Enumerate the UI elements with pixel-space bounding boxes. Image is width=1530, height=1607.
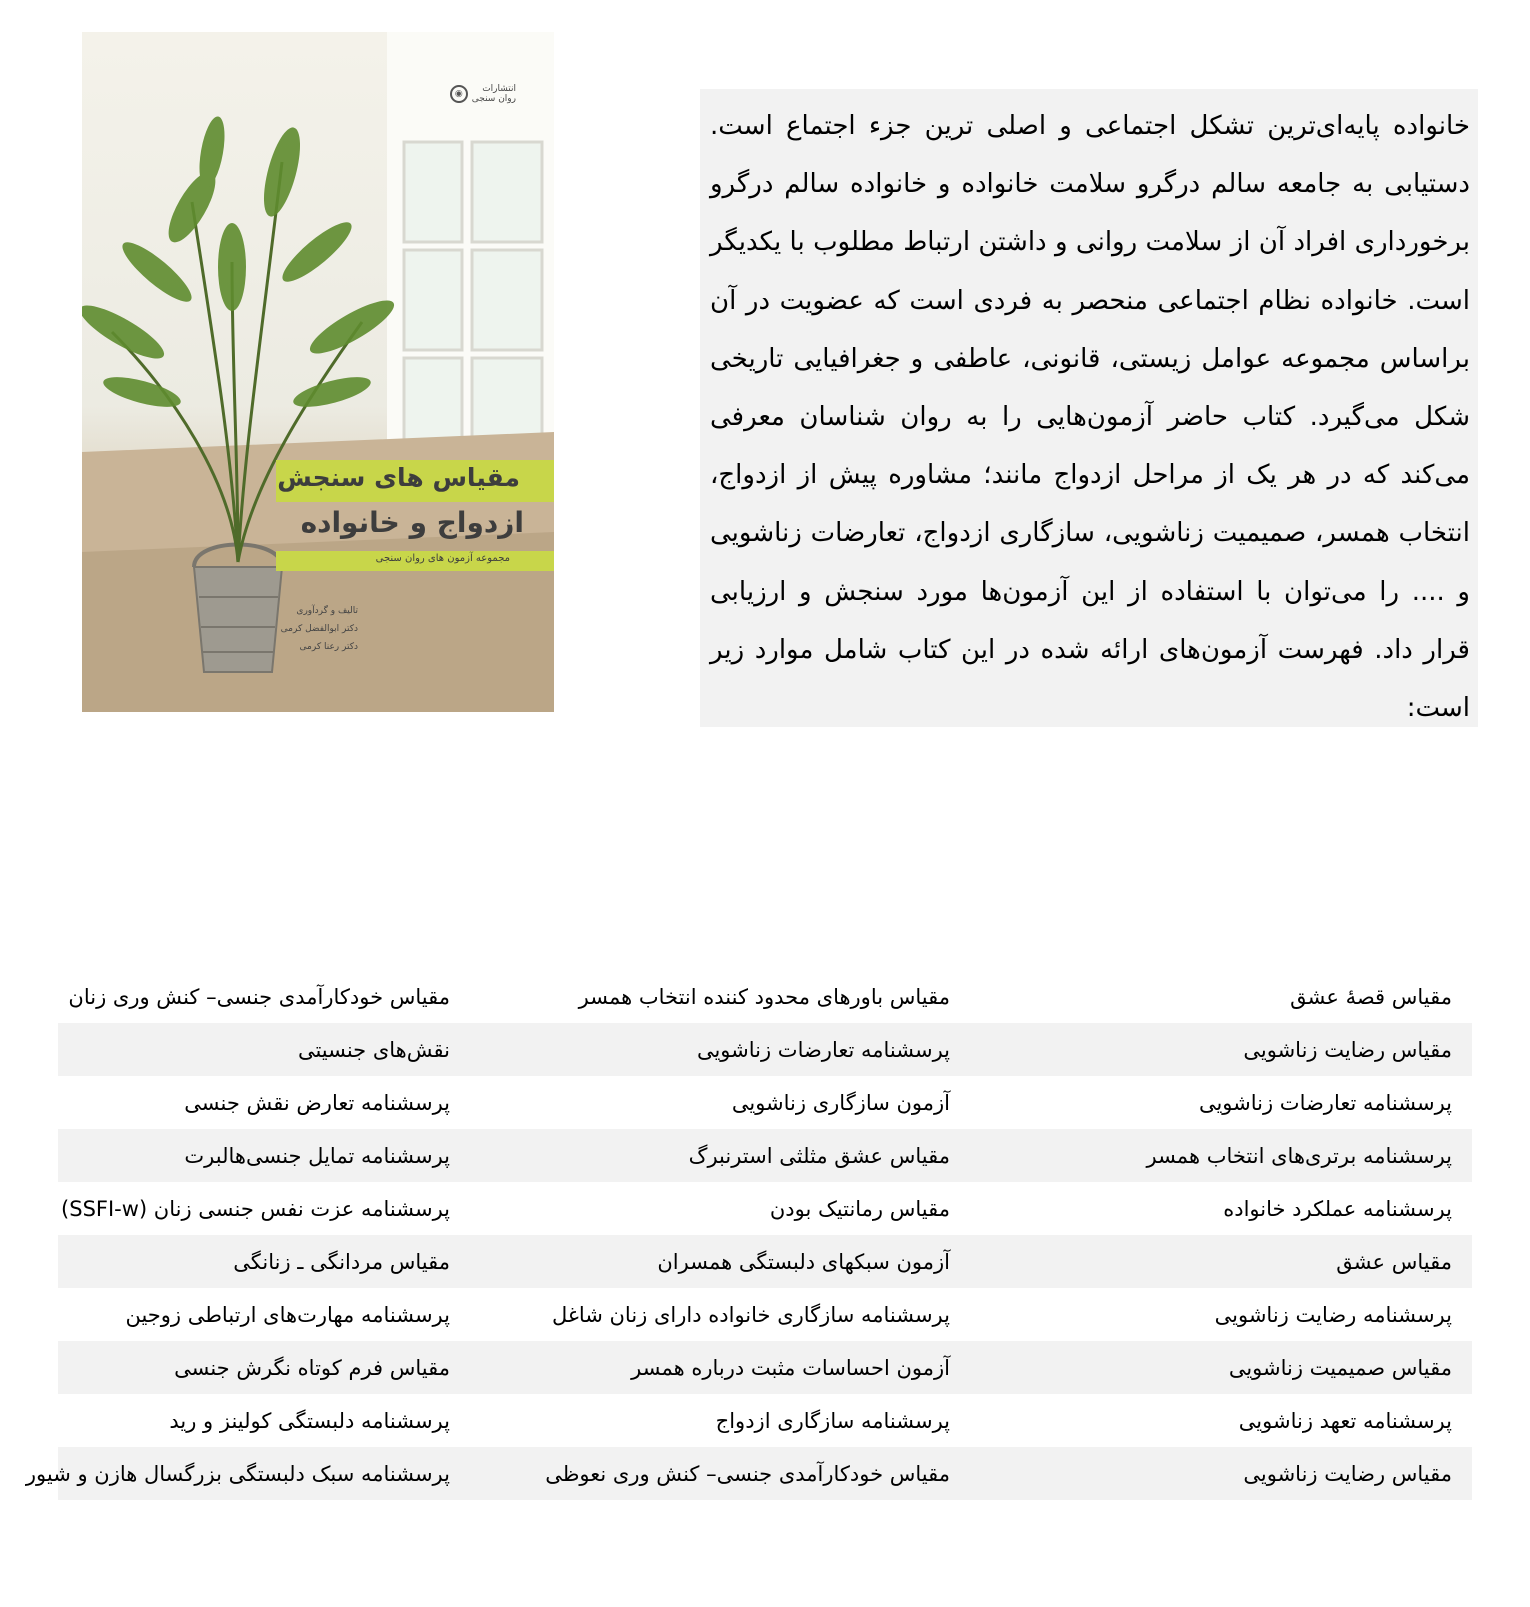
table-cell: پرسشنامه تمایل جنسی‌هالبرت	[184, 1143, 450, 1168]
table-row	[58, 1182, 1472, 1235]
table-cell: پرسشنامه مهارت‌های ارتباطی زوجین	[125, 1302, 450, 1327]
publisher-line: روان سنجی	[471, 94, 516, 104]
table-cell: پرسشنامه عملکرد خانواده	[1223, 1196, 1452, 1221]
window-pane	[472, 250, 542, 350]
table-cell: پرسشنامه تعارض نقش جنسی	[184, 1090, 450, 1115]
table-cell: پرسشنامه سبک دلبستگی بزرگسال هازن و شیور	[25, 1461, 450, 1486]
table-cell: مقیاس باورهای محدود کننده انتخاب همسر	[578, 984, 950, 1009]
table-row	[58, 1341, 1472, 1394]
table-cell: پرسشنامه برتری‌های انتخاب همسر	[1146, 1143, 1452, 1168]
table-row	[58, 1394, 1472, 1447]
basket	[194, 567, 282, 672]
table-cell: مقیاس رضایت زناشویی	[1243, 1037, 1452, 1062]
table-cell: آزمون سبکهای دلبستگی همسران	[657, 1249, 950, 1274]
table-cell: مقیاس رضایت زناشویی	[1243, 1461, 1452, 1486]
publisher-line: انتشارات	[482, 84, 516, 94]
table-cell: مقیاس عشق مثلثی استرنبرگ	[688, 1143, 950, 1168]
table-cell: مقیاس خودکارآمدی جنسی– کنش وری نعوظی	[545, 1461, 950, 1486]
table-row	[58, 1288, 1472, 1341]
table-cell: پرسشنامه تعهد زناشویی	[1238, 1408, 1452, 1433]
cover-authors	[281, 602, 358, 656]
palm-fronds	[82, 115, 400, 413]
table-cell: پرسشنامه سازگاری ازدواج	[715, 1408, 950, 1433]
publisher-logo-icon: ◉	[450, 85, 468, 103]
cover-series: مجموعه آزمون های روان سنجی	[375, 553, 510, 564]
table-cell: مقیاس صمیمیت زناشویی	[1228, 1355, 1452, 1380]
table-cell: آزمون سازگاری زناشویی	[731, 1090, 950, 1115]
table-cell: آزمون احساسات مثبت درباره همسر	[631, 1355, 950, 1380]
table-cell: نقش‌های جنسیتی	[297, 1037, 450, 1062]
window-pane	[404, 142, 462, 242]
intro-paragraph: خانواده پایه‌ای‌ترین تشکل اجتماعی و اصلی ترین جزء اجتماع است. دستیابی به جامعه سالم درگرو سلامت خانواده و خانواده سالم درگرو برخورداری افراد آن از سلامت روانی و داشتن ارتباط مطلوب با یکدیگر است. خانواده نظام اجتماعی منحصر به فردی است که عضویت در آن براساس مجموعه عوامل زیستی، قانونی، عاطفی و جغرافیایی تاریخی شکل می‌گیرد. کتاب حاضر آزمون‌هایی را به روان شناسان معرفی می‌کند که در هر یک از مراحل ازدواج مانند؛ مشاوره پیش از ازدواج، انتخاب همسر، صمیمیت زناشویی، سازگاری ازدواج، تعارضات زناشویی و .... را می‌توان با استفاده از این آزمون‌ها مورد سنجش و ارزیابی قرار داد. فهرست آزمون‌های ارائه شده در این کتاب شامل موارد زیر است:	[710, 111, 1470, 724]
author-line: دکتر ابوالفضل کرمی	[280, 624, 358, 634]
table-cell: مقیاس قصۀ عشق	[1290, 984, 1452, 1009]
publisher-mark	[450, 84, 516, 104]
intro-box	[700, 89, 1478, 727]
table-cell: پرسشنامه تعارضات زناشویی	[696, 1037, 950, 1062]
window-pane	[472, 358, 542, 442]
table-row	[58, 1129, 1472, 1182]
table-cell: پرسشنامه عزت نفس جنسی زنان (SSFI-w)	[61, 1196, 450, 1221]
window-pane	[404, 250, 462, 350]
window-pane	[404, 358, 462, 442]
table-row	[25, 1447, 1472, 1500]
table-row	[58, 1235, 1472, 1288]
table-row	[58, 1076, 1472, 1129]
table-cell: پرسشنامه تعارضات زناشویی	[1198, 1090, 1452, 1115]
author-line: دکتر رعنا کرمی	[299, 642, 358, 652]
publisher-name	[472, 84, 516, 104]
cover-title-line2: ازدواج و خانواده	[300, 506, 524, 539]
table-row	[58, 970, 1472, 1023]
table-cell: مقیاس مردانگی ـ زنانگی	[233, 1249, 450, 1274]
table-cell: مقیاس فرم کوتاه نگرش جنسی	[174, 1355, 450, 1380]
table-cell: مقیاس رمانتیک بودن	[769, 1196, 950, 1221]
cover-title-line1: مقیاس های سنجش	[277, 463, 520, 492]
author-line: تالیف و گردآوری	[296, 606, 358, 616]
table-cell: پرسشنامه سازگاری خانواده دارای زنان شاغل	[551, 1302, 950, 1327]
table-cell: مقیاس خودکارآمدی جنسی– کنش وری زنان	[68, 984, 450, 1009]
tests-table	[25, 970, 1472, 1500]
table-cell: پرسشنامه دلبستگی کولینز و رید	[169, 1408, 450, 1433]
table-cell: پرسشنامه رضایت زناشویی	[1214, 1302, 1452, 1327]
window-pane	[472, 142, 542, 242]
table-cell: مقیاس عشق	[1336, 1249, 1452, 1274]
table-row	[58, 1023, 1472, 1076]
book-cover	[82, 32, 554, 712]
